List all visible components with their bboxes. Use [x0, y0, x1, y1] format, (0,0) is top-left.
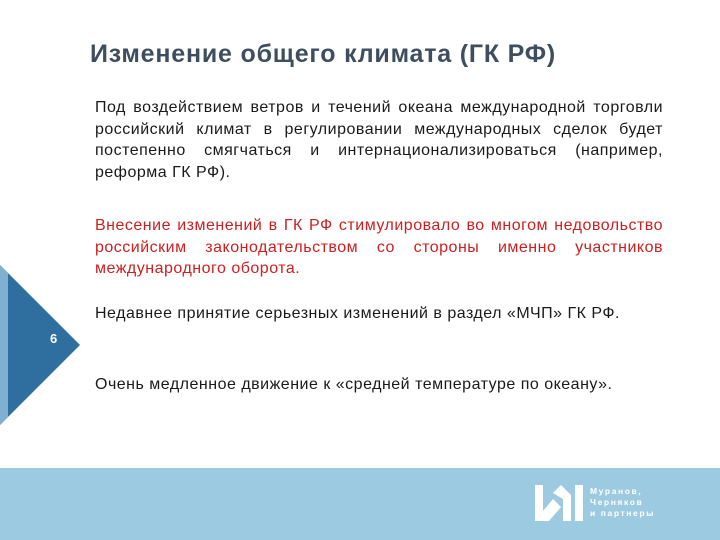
- ribbon-edge: [0, 265, 8, 425]
- logo-line-2: Черняков: [590, 497, 644, 507]
- company-logo-icon: [535, 485, 585, 521]
- paragraph-slow-movement: Очень медленное движение к «средней температуре по океану».: [95, 376, 613, 393]
- page-number-ribbon: [0, 265, 80, 425]
- paragraph-pil-section: Недавнее принятие серьезных изменений в раздел «МЧП» ГК РФ.: [95, 305, 620, 322]
- ribbon-shape: [0, 265, 80, 425]
- logo-line-1: Муранов,: [590, 486, 643, 496]
- slide-title: Изменение общего климата (ГК РФ): [90, 40, 557, 68]
- logo-line-3: и партнеры: [590, 508, 656, 518]
- page-number: 6: [50, 331, 58, 346]
- paragraph-amendments-highlight: Внесение изменений в ГК РФ стимулировало во многом недовольство российским законодательством со стороны именно участников международного оборота.: [95, 217, 663, 277]
- company-logo-text: [590, 486, 655, 519]
- paragraph-trade-winds: Под воздействием ветров и течений океана международной торговли российский климат в регулировании международных сделок будет постепенно смягчаться и интернационализироваться (например, реформа ГК РФ).: [95, 99, 663, 181]
